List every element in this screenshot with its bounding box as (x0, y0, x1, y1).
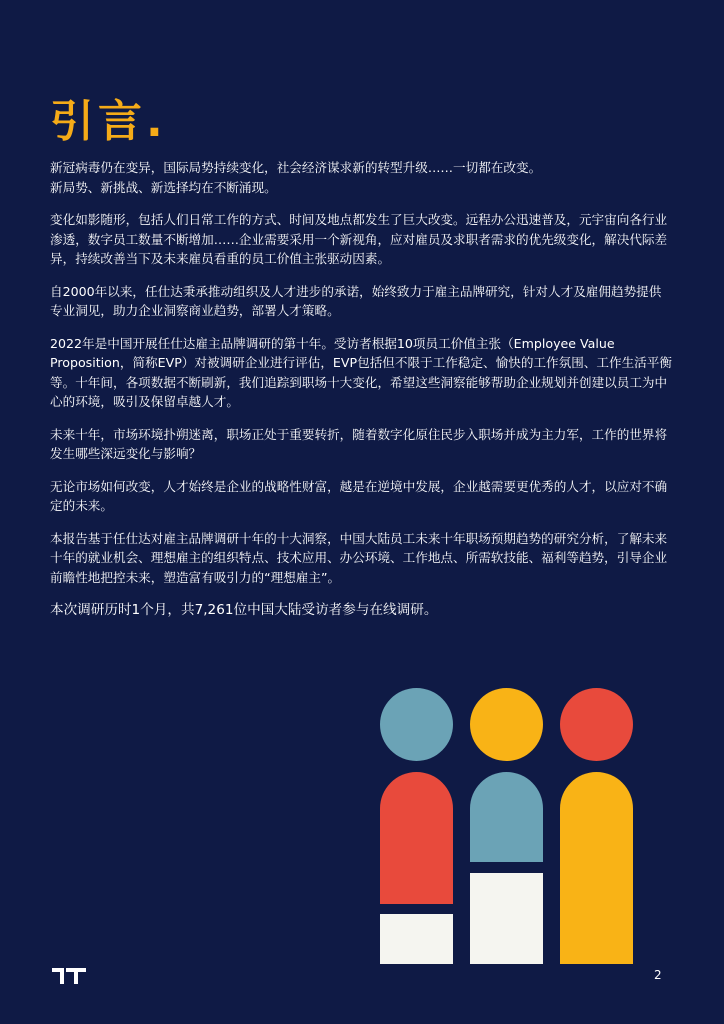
paragraph-7: 本报告基于任仕达对雇主品牌调研十年的十大洞察，中国大陆员工未来十年职场预期趋势的研究分析，了解未来十年的就业机会、理想雇主的组织特点、技术应用、办公环境、工作地点、所需软技能、福利等趋势，引导企业前瞻性地把控未来，塑造富有吸引力的“理想雇主”。 (50, 530, 668, 585)
page-title (50, 92, 167, 152)
block-white-left-shape (380, 914, 453, 964)
page-number: 2 (654, 968, 662, 982)
paragraph-1 (50, 158, 672, 197)
title-text: 引言 (50, 96, 146, 147)
title-dot: . (146, 96, 167, 147)
paragraph-1-line-1: 新冠病毒仍在变异，国际局势持续变化，社会经济谋求新的转型升级……一切都在改变。 (50, 160, 542, 175)
head-blue-shape (380, 688, 453, 761)
block-white-middle-shape (470, 873, 543, 964)
paragraph-5: 未来十年，市场环境扑朔迷离，职场正处于重要转折，随着数字化原住民步入职场并成为主力军，工作的世界将发生哪些深远变化与影响？ (50, 426, 668, 461)
closing-paragraph: 本次调研历时1个月，共7,261位中国大陆受访者参与在线调研。 (50, 602, 438, 618)
intro-body (50, 158, 672, 634)
head-yellow-shape (470, 688, 543, 761)
head-red-shape (560, 688, 633, 761)
body-yellow-shape (560, 772, 633, 964)
randstad-logo-icon (50, 966, 88, 986)
paragraph-4: 2022年是中国开展任仕达雇主品牌调研的第十年。受访者根据10项员工价值主张（Employee Value Proposition，简称EVP）对被调研企业进行评估，EVP包括但不限于工作稳定、愉快的工作氛围、工作生活平衡等。十年间，各项数据不断刷新，我们追踪到职场十大变化，希望这些洞察能够帮助企业规划并创建以员工为中心的环境，吸引及保留卓越人才。 (50, 335, 672, 409)
paragraph-2: 变化如影随形，包括人们日常工作的方式、时间及地点都发生了巨大改变。远程办公迅速普及，元宇宙向各行业渗透，数字员工数量不断增加……企业需要采用一个新视角，应对雇员及求职者需求的优先级变化，解决代际差异，持续改善当下及未来雇员看重的员工价值主张驱动因素。 (50, 212, 668, 266)
paragraph-1-line-2: 新局势、新挑战、新选择均在不断涌现。 (50, 179, 277, 195)
body-blue-shape (470, 772, 543, 862)
paragraph-3: 自2000年以来，任仕达秉承推动组织及人才进步的承诺，始终致力于雇主品牌研究，针对人才及雇佣趋势提供专业洞见，助力企业洞察商业趋势，部署人才策略。 (50, 283, 662, 318)
body-red-shape (380, 772, 453, 904)
paragraph-6: 无论市场如何改变，人才始终是企业的战略性财富，越是在逆境中发展，企业越需要更优秀的人才，以应对不确定的未来。 (50, 478, 668, 513)
